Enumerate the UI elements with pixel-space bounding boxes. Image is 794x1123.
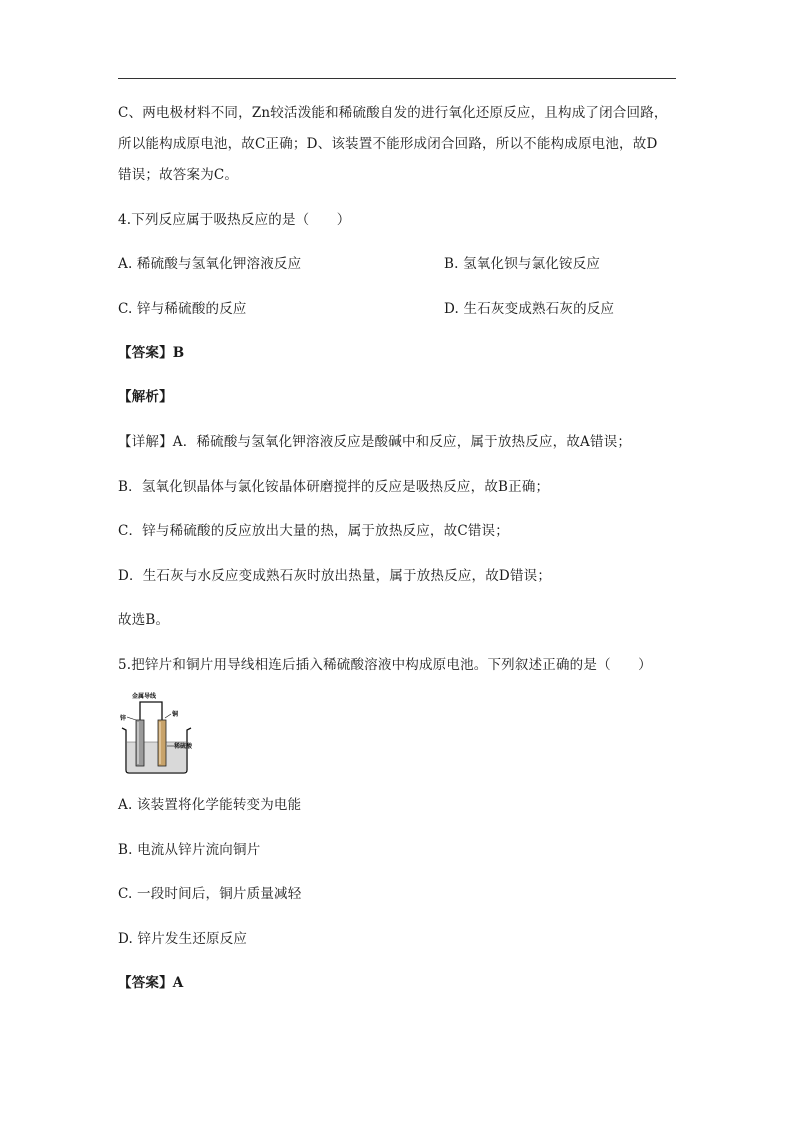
- question-4-answer: 【答案】B: [118, 345, 185, 361]
- header-rule: [118, 78, 676, 79]
- copper-electrode: [158, 720, 166, 766]
- zinc-electrode: [136, 720, 144, 766]
- galvanic-cell-figure: [118, 690, 198, 774]
- question-5-option-d: D. 锌片发生还原反应: [118, 931, 248, 947]
- question-4-option-d: D. 生石灰变成熟石灰的反应: [444, 301, 615, 317]
- question-4-option-b: B. 氢氧化钡与氯化铵反应: [444, 256, 601, 272]
- question-5-option-a: A. 该装置将化学能转变为电能: [118, 797, 302, 813]
- question-4-detail-a: 【详解】A．稀硫酸与氢氧化钾溶液反应是酸碱中和反应，属于放热反应，故A错误；: [118, 434, 632, 450]
- figure-label-acid: 稀硫酸: [174, 744, 193, 750]
- question-4-detail-d: D．生石灰与水反应变成熟石灰时放出热量，属于放热反应，故D错误；: [118, 568, 552, 584]
- question-4-detail-c: C．锌与稀硫酸的反应放出大量的热，属于放热反应，故C错误；: [118, 523, 509, 539]
- question-4-stem: 4.下列反应属于吸热反应的是（ ）: [118, 212, 351, 228]
- question-5-stem: 5.把锌片和铜片用导线相连后插入稀硫酸溶液中构成原电池。下列叙述正确的是（ ）: [118, 657, 652, 673]
- prev-explanation-line-3: 错误；故答案为C。: [118, 167, 239, 183]
- prev-explanation-line-1: C、两电极材料不同，Zn较活泼能和稀硫酸自发的进行氧化还原反应，且构成了闭合回路，: [118, 105, 668, 121]
- question-4-option-a: A. 稀硫酸与氢氧化钾溶液反应: [118, 256, 302, 272]
- question-5-answer: 【答案】A: [118, 975, 184, 991]
- figure-label-copper: 铜: [172, 712, 179, 718]
- question-4-conclusion: 故选B。: [118, 612, 170, 628]
- prev-explanation-line-2: 所以能构成原电池，故C正确；D、该装置不能形成闭合回路，所以不能构成原电池，故D: [118, 136, 658, 152]
- question-5-option-c: C. 一段时间后，铜片质量减轻: [118, 886, 302, 902]
- question-4-option-c: C. 锌与稀硫酸的反应: [118, 301, 247, 317]
- question-4-analysis-label: 【解析】: [118, 389, 173, 405]
- figure-label-zinc: 锌: [120, 716, 127, 722]
- metal-wire: [140, 702, 162, 720]
- question-5-option-b: B. 电流从锌片流向铜片: [118, 842, 261, 858]
- question-4-detail-b: B．氢氧化钡晶体与氯化铵晶体研磨搅拌的反应是吸热反应，故B正确；: [118, 479, 550, 495]
- figure-label-wire: 金属导线: [132, 694, 157, 700]
